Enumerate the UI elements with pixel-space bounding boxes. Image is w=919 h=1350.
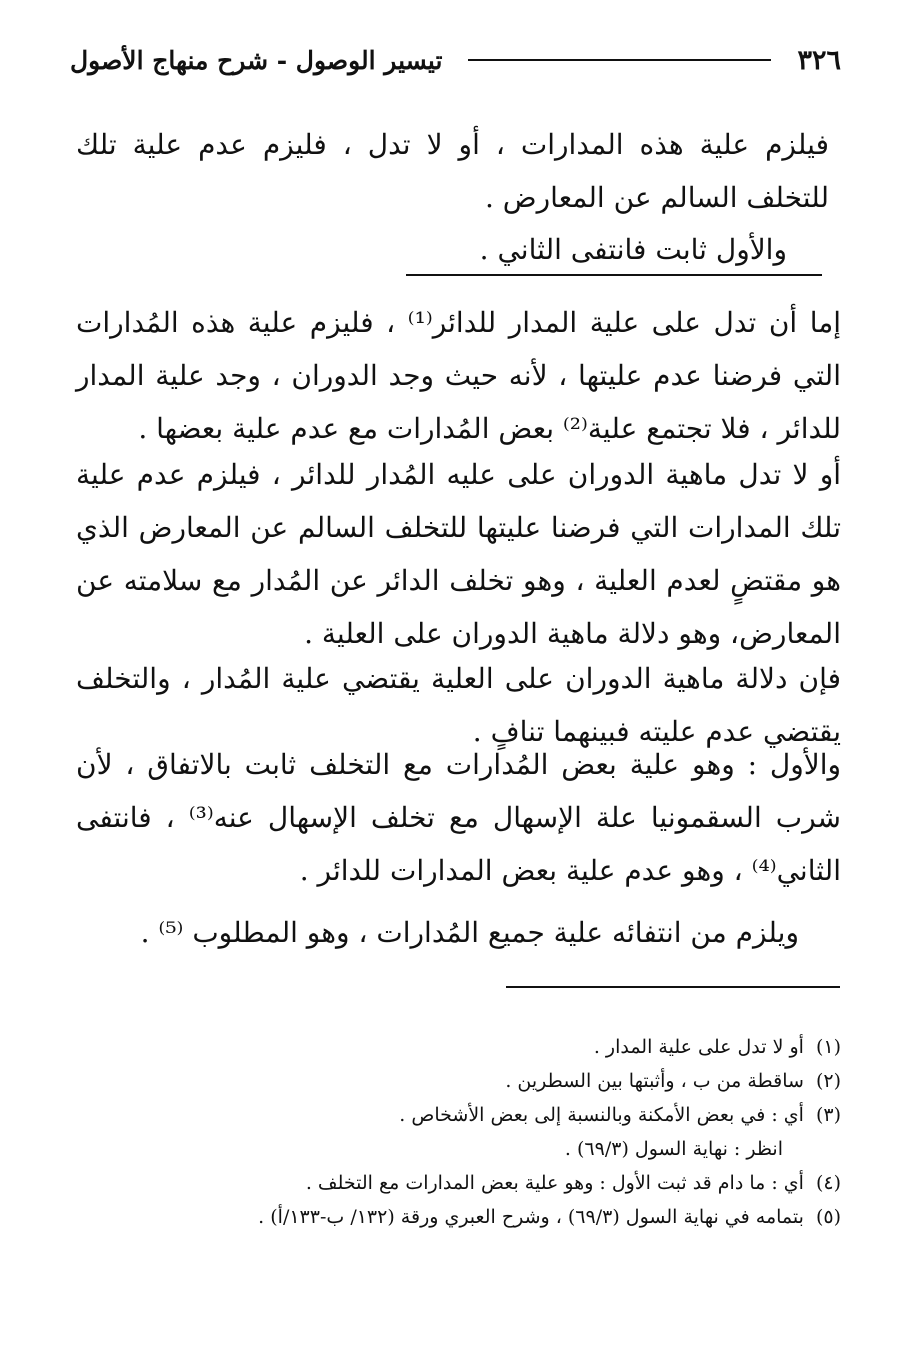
footnotes [76,1030,841,1234]
paragraph-5: فإن دلالة ماهية الدوران على العلية يقتضي علية المُدار ، والتخلف يقتضي عدم عليته فبينهما تنافٍ . [76,662,841,748]
footnote-2: (٢)ساقطة من ب ، وأثبتها بين السطرين . [505,1070,841,1092]
footnote-1: (١)أو لا تدل على علية المدار . [593,1036,841,1058]
section-divider [406,274,822,276]
header-rule [468,59,771,61]
page-header [70,40,841,80]
paragraph-4: أو لا تدل ماهية الدوران على عليه المُدار للدائر ، فيلزم عدم علية تلك المدارات التي فرضنا عليتها للتخلف السالم عن المعارض الذي هو مقتضٍ لعدم العلية ، وهو تخلف الدائر عن المُدار مع سلامته عن المعارض، وهو دلالة ماهية الدوران على العلية . [76,458,841,650]
page-number: ٣٢٦ [797,44,841,76]
paragraph-1: فيلزم علية هذه المدارات ، أو لا تدل ، فليزم عدم علية تلك للتخلف السالم عن المعارض . [76,128,829,214]
running-title: تيسير الوصول - شرح منهاج الأصول [70,45,443,75]
paragraph-2: والأول ثابت فانتفى الثاني . [479,233,787,266]
footnote-5: (٥)بتمامه في نهاية السول (٦٩/٣) ، وشرح العبري ورقة (١٣٢/ ب-١٣٣/أ) . [258,1206,841,1228]
footnote-4: (٤)أي : ما دام قد ثبت الأول : وهو علية بعض المدارات مع التخلف . [305,1172,841,1194]
paragraph-3: إما أن تدل على علية المدار للدائر⁽¹⁾ ، فليزم علية هذه المُدارات التي فرضنا عدم عليتها ، لأنه حيث وجد الدوران ، وجد علية المدار للدائر ، فلا تجتمع علية⁽²⁾ بعض المُدارات مع عدم علية بعضها . [76,306,842,445]
paragraph-6: والأول : وهو علية بعض المُدارات مع التخلف ثابت بالاتفاق ، لأن شرب السقمونيا علة الإسهال مع تخلف الإسهال عنه⁽³⁾ ، فانتفى الثاني⁽⁴⁾ ، وهو عدم علية بعض المدارات للدائر . [76,748,841,887]
footnote-divider [506,986,840,988]
footnote-3-reference: انظر : نهاية السول (٦٩/٣) . [564,1138,783,1160]
footnote-3: (٣)أي : في بعض الأمكنة وبالنسبة إلى بعض الأشخاص . [399,1104,841,1126]
paragraph-7: ويلزم من انتفائه علية جميع المُدارات ، وهو المطلوب ⁽⁵⁾ . [140,916,799,949]
